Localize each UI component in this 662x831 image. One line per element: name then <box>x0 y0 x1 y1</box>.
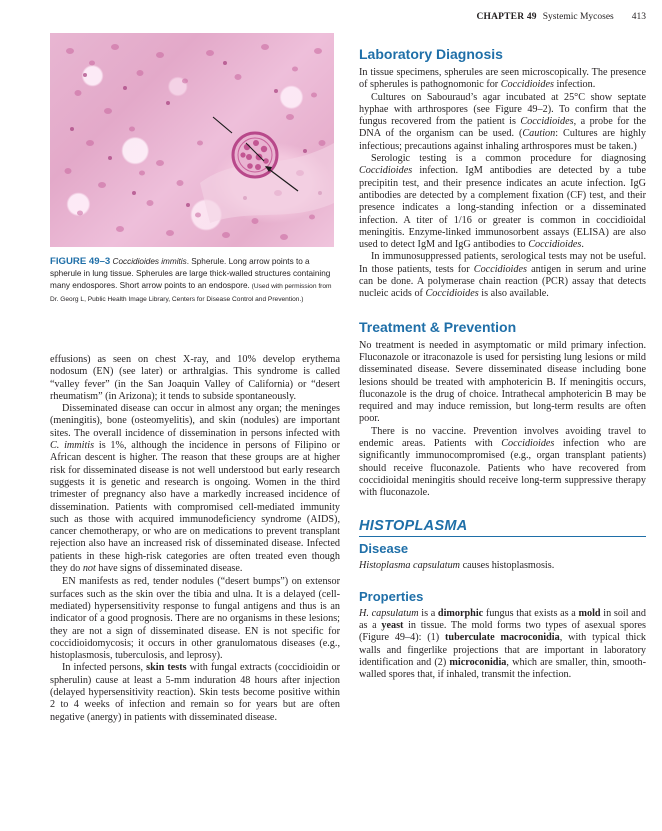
figure-label: FIGURE 49–3 <box>50 256 111 267</box>
text-run: with fungal extracts (coccidioidin or spherulin) cause at least a 5-mm induration 48 hours after injection (delayed hypersensitivity reaction). Skin tests become positive within 2 to 4 weeks of infection and remain so for years but are often negative (anergy) in patients with disseminated disease. <box>50 662 340 723</box>
organism-name: Histoplasma capsulatum <box>359 559 461 571</box>
text-run: have signs of disseminated disease. <box>95 563 243 575</box>
emphasis: not <box>82 563 96 575</box>
paragraph <box>359 560 646 572</box>
paragraph <box>50 354 340 403</box>
paragraph <box>359 92 646 153</box>
text-run: There is no vaccine. Prevention involves avoiding travel to endemic areas. Patients with <box>359 425 646 450</box>
left-column <box>50 354 340 724</box>
text-run: , with typical thick walls and fingerlike projections that are important in laboratory identification and (2) <box>359 632 647 668</box>
text-run: Disseminated disease can occur in almost any organ; the meninges (meningitis), bone (osteomyelitis), and skin (nodules) are important sites. The overall incidence of dissemination in persons infected with <box>50 403 340 439</box>
text-run: infection. IgM antibodies are detected by a tube precipitin test, and their presence indicates an acute infection. IgG antibodies are detected by a complement fixation (CF) test, and their presence indicates a long-standing infection or a disseminated infection. A titer of 1/16 or greater is common in coccidioidal meningitis. Enzyme-linked immunosorbent assays (ELISA) are also used to detect IgM and IgG antibodies to <box>359 165 646 251</box>
paragraph <box>359 426 646 500</box>
organism-name: Coccidioides <box>359 165 413 177</box>
text-run: is also available. <box>478 288 549 300</box>
caption-credit: (Used with permission from Dr. Georg L, Public Health Image Library, Centers for Disease Control and Prevention.) <box>50 283 332 303</box>
heading-treatment-prevention: Treatment & Prevention <box>359 318 517 335</box>
text-run: EN manifests as red, tender nodules (“desert bumps”) on extensor surfaces such as the skin over the tibia and ulna. It is a delayed (cell-mediated) hypersensitivity response to fungal antigens and thus is an indicator of a good prognosis. There are no organisms in these lesions; they are not a sign of disseminated disease. EN is not specific for coccidioidomycosis; it occurs in other granulomatous diseases (e.g., histoplasmosis, tuberculosis, and leprosy). <box>50 576 340 662</box>
text-run: In tissue specimens, spherules are seen microscopically. The presence of spherules is pathognomonic for <box>359 67 646 91</box>
organism-name: Coccidioides <box>501 438 555 450</box>
paragraph <box>359 153 646 251</box>
key-term: skin tests <box>146 662 187 674</box>
organism-name: Coccidioides <box>473 263 527 275</box>
paragraph <box>50 576 340 662</box>
paragraph <box>50 662 340 723</box>
organism-name: Coccidioides <box>520 116 574 128</box>
heading-laboratory-diagnosis: Laboratory Diagnosis <box>359 46 503 62</box>
figure-caption <box>50 256 340 306</box>
text-run: is a <box>418 607 438 619</box>
figure-micrograph <box>50 33 334 247</box>
organism-name: Coccidioides <box>528 239 582 251</box>
organism-name: H. capsulatum <box>359 607 419 619</box>
running-header <box>466 12 646 26</box>
text-run: effusions) as seen on chest X-ray, and 10% develop erythema nodosum (EN) (see later) or arthralgias. This syndrome is called “valley fever” (in the San Joaquin Valley of California) or “desert rheumatism” (in Arizona); it tends to subside spontaneously. <box>50 354 340 402</box>
section-rule <box>359 536 646 537</box>
paragraph <box>50 403 340 575</box>
organism-name: C. immitis <box>50 440 95 452</box>
paragraph <box>359 608 646 682</box>
text-run: , which are smaller, thin, smooth-walled spores that, if inhaled, transmit the infection. <box>359 656 647 681</box>
organism-name: Coccidioides <box>500 79 554 91</box>
heading-properties: Properties <box>359 588 424 604</box>
text-run: antigen in serum and urine can be done. A polymerase chain reaction (PCR) assay that detects nucleic acids of <box>359 263 646 300</box>
text-run: . <box>581 239 584 251</box>
text-run: Cultures on Sabouraud’s agar incubated at 25°C show septate hyphae with arthrospores (see Figure 49–2). To confirm that the fungus recovered from the patient is <box>359 91 646 128</box>
organism-name: Coccidioides <box>425 288 479 300</box>
chapter-label: CHAPTER 49 <box>476 12 537 22</box>
text-run: fungus that exists as a <box>483 607 579 619</box>
caption-organism: Coccidioides immitis <box>112 257 187 266</box>
paragraph <box>359 251 646 300</box>
text-run: infection who are significantly immunocompromised (e.g., organ transplant patients) should receive fluconazole. Patients who have recovered from coccidioidal meningitis should receive long-term suppressive therapy with fluconazole. <box>359 438 646 499</box>
heading-disease: Disease <box>359 540 409 556</box>
chapter-title: Systemic Mycoses <box>542 12 614 22</box>
page-number: 413 <box>631 12 646 22</box>
text-run: is 1%, although the incidence in persons of Filipino or African descent is higher. The reason that these groups are at higher risk for disseminated disease is not well understood but early research suggests it is genetic and research is ongoing. Women in the third trimester of pregnancy also have a markedly increased incidence of dissemination. Patients with compromised cell-mediated immunity such as those with acquired immunodeficiency syndrome (AIDS), cancer chemotherapy, or who are on medications to prevent transplant rejection also have an increased risk of disseminated disease. Infected patients in these high-risk categories are often treated even though they do <box>50 440 341 575</box>
text-run: infection. <box>553 79 596 91</box>
text-run: causes histoplasmosis. <box>460 559 555 571</box>
text-run: in soil and as a <box>359 607 646 632</box>
key-term: dimorphic <box>437 607 484 619</box>
paragraph <box>359 340 646 426</box>
text-run: No treatment is needed in asymptomatic or mild primary infection. Fluconazole or itraconazole is used for persisting lung lesions or mild disseminated disease. Severe disseminated disease including bone lesions should be treated with amphotericin B. If meningitis occurs, fluconazole is the drug of choice. Intrathecal amphotericin B may be required and may induce remission, but long-term results are often poor. <box>359 339 646 425</box>
micrograph-drawing <box>50 33 334 247</box>
key-term: yeast <box>381 620 404 632</box>
text-run: In immunosuppressed patients, serological tests may not be useful. In those patients, tests for <box>359 251 646 275</box>
text-run: : Cultures are highly infectious; precautions against inhaling arthrospores must be taken.) <box>359 128 646 152</box>
text-run: Serologic testing is a common procedure for diagnosing <box>371 153 646 165</box>
emphasis: Caution <box>522 128 556 140</box>
paragraph <box>359 67 646 92</box>
text-run: in tissue. The mold forms two types of asexual spores (Figure 49–4): (1) <box>359 620 647 644</box>
text-run: In infected persons, <box>62 662 147 674</box>
heading-histoplasma: HISTOPLASMA <box>359 517 468 534</box>
key-term: microconidia <box>449 656 507 668</box>
text-run: , a probe for the DNA of the organism can be used. ( <box>359 116 647 140</box>
caption-text: . Spherule. Long arrow points to a spherule in lung tissue. Spherules are large thick-walled structures containing many endospores. Short arrow points to an endospore. <box>50 257 331 290</box>
key-term: mold <box>578 607 601 619</box>
key-term: tuberculate macroconidia <box>445 632 560 644</box>
right-column <box>359 46 646 682</box>
